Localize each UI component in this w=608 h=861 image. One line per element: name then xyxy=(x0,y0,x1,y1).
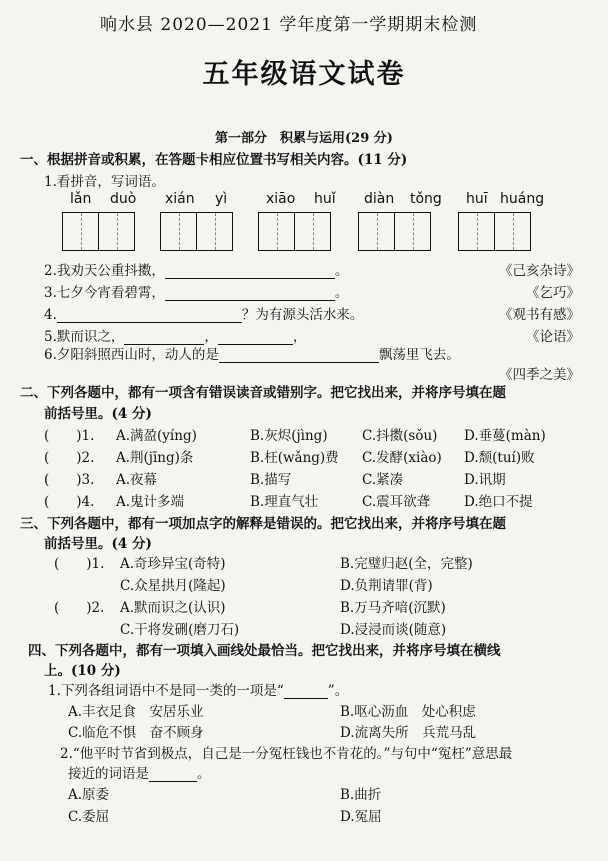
q2-row-2: ( )2. xyxy=(44,450,95,466)
writing-box-5[interactable] xyxy=(458,212,531,251)
option: B.灰烬(jìng) xyxy=(250,428,328,444)
pinyin-label: huáng xyxy=(500,191,545,207)
part-title: 第一部分 积累与运用(29 分) xyxy=(215,131,393,146)
q4-sub2-cont: 接近的词语是 。 xyxy=(68,766,211,782)
option: B.万马齐喑(沉默) xyxy=(340,600,446,616)
q1-line-2: 2.我劝天公重抖擞， 。 xyxy=(44,263,349,279)
option: A.原委 xyxy=(68,787,110,803)
answer-blank[interactable] xyxy=(284,683,328,699)
q4-sub2: 2.“他平时节省到极点，自己是一分冤枉钱也不肯花的。”与句中“冤枉”意思最 xyxy=(60,746,513,762)
q2-heading-cont: 前括号里。(4 分) xyxy=(44,406,152,422)
source-label: 《四季之美》 xyxy=(499,367,580,383)
q2-row-3: ( )3. xyxy=(44,472,95,488)
option: B.曲折 xyxy=(340,787,382,803)
option: D.冤屈 xyxy=(340,809,382,825)
q1-line-4: 4. ？为有源头活水来。 xyxy=(44,307,364,323)
pinyin-label: diàn xyxy=(364,191,395,207)
q2-heading: 二、下列各题中，都有一项含有错误读音或错别字。把它找出来，并将序号填在题 xyxy=(20,385,506,401)
option: B.呕心沥血 处心积虑 xyxy=(340,704,476,720)
q4-heading-cont: 上。(10 分) xyxy=(44,663,121,679)
option: D.绝口不提 xyxy=(464,494,533,510)
q3-heading-cont: 前括号里。(4 分) xyxy=(44,536,152,552)
q4-heading: 四、下列各题中，都有一项填入画线处最恰当。把它找出来，并将序号填在横线 xyxy=(28,643,501,659)
pinyin-label: tǒng xyxy=(410,191,442,207)
option: A.鬼计多端 xyxy=(116,494,185,510)
option: C.干将发硎(磨刀石) xyxy=(120,622,240,638)
pinyin-label: xiāo xyxy=(266,191,296,207)
pinyin-label: duò xyxy=(110,191,137,207)
answer-blank[interactable] xyxy=(219,347,379,363)
q2-row-1: ( )1. xyxy=(44,428,95,444)
q4-sub1: 1.下列各组词语中不是同一类的一项是“ ”。 xyxy=(48,683,349,699)
option: D.讯期 xyxy=(464,472,506,488)
option: C.震耳欲聋 xyxy=(362,494,431,510)
source-label: 《观书有感》 xyxy=(499,307,580,323)
q3-row-1: ( )1. xyxy=(54,556,105,572)
q1-line-5: 5.默而识之， ， ， xyxy=(44,329,307,345)
option: A.丰衣足食 安居乐业 xyxy=(68,704,204,720)
answer-blank[interactable] xyxy=(149,766,197,782)
writing-box-2[interactable] xyxy=(160,212,233,251)
option: C.发酵(xiào) xyxy=(362,450,442,466)
writing-box-3[interactable] xyxy=(258,212,331,251)
option: C.众星拱月(隆起) xyxy=(120,578,226,594)
answer-blank[interactable] xyxy=(57,307,242,323)
option: A.夜幕 xyxy=(116,472,158,488)
option: A.满盈(yíng) xyxy=(116,428,197,444)
q1-sub1: 1.看拼音，写词语。 xyxy=(44,174,165,190)
option: B.描写 xyxy=(250,472,292,488)
q2-row-4: ( )4. xyxy=(44,494,95,510)
q3-heading: 三、下列各题中，都有一项加点字的解释是错误的。把它找出来，并将序号填在题 xyxy=(20,516,506,532)
pinyin-label: huī xyxy=(466,191,488,207)
option: C.临危不惧 奋不顾身 xyxy=(68,725,204,741)
option: B.完璧归赵(全，完整) xyxy=(340,556,473,572)
answer-blank[interactable] xyxy=(165,263,335,279)
option: D.颓(tuí)败 xyxy=(464,450,535,466)
source-label: 《乞巧》 xyxy=(526,285,580,301)
option: A.默而识之(认识) xyxy=(120,600,226,616)
q1-line-6: 6.夕阳斜照西山时，动人的是 飘荡里飞去。 xyxy=(44,347,460,363)
pinyin-label: lǎn xyxy=(70,191,92,207)
option: C.抖擞(sǒu) xyxy=(362,428,438,444)
option: B.枉(wǎng)费 xyxy=(250,450,339,466)
pinyin-label: yì xyxy=(215,191,228,207)
q3-row-2: ( )2. xyxy=(54,600,105,616)
q1-heading: 一、根据拼音或积累，在答题卡相应位置书写相关内容。(11 分) xyxy=(20,152,408,168)
writing-box-4[interactable] xyxy=(358,212,431,251)
option: A.荆(jīng)条 xyxy=(116,450,194,466)
option: B.理直气壮 xyxy=(250,494,319,510)
option: C.委屈 xyxy=(68,809,110,825)
option: D.负荆请罪(背) xyxy=(340,578,433,594)
q1-line-3: 3.七夕今宵看碧霄， 。 xyxy=(44,285,349,301)
exam-header: 响水县 2020—2021 学年度第一学期期末检测 xyxy=(100,15,478,35)
answer-blank[interactable] xyxy=(165,285,335,301)
pinyin-label: xián xyxy=(165,191,195,207)
source-label: 《己亥杂诗》 xyxy=(499,263,580,279)
source-label: 《论语》 xyxy=(526,329,580,345)
option: D.垂蔓(màn) xyxy=(464,428,546,444)
writing-box-1[interactable] xyxy=(62,212,135,251)
option: D.浸浸而谈(随意) xyxy=(340,622,447,638)
pinyin-label: huǐ xyxy=(314,191,336,207)
exam-title: 五年级语文试卷 xyxy=(202,59,406,90)
option: D.流离失所 兵荒马乱 xyxy=(340,725,477,741)
option: C.紧凑 xyxy=(362,472,404,488)
option: A.奇珍异宝(奇特) xyxy=(120,556,226,572)
